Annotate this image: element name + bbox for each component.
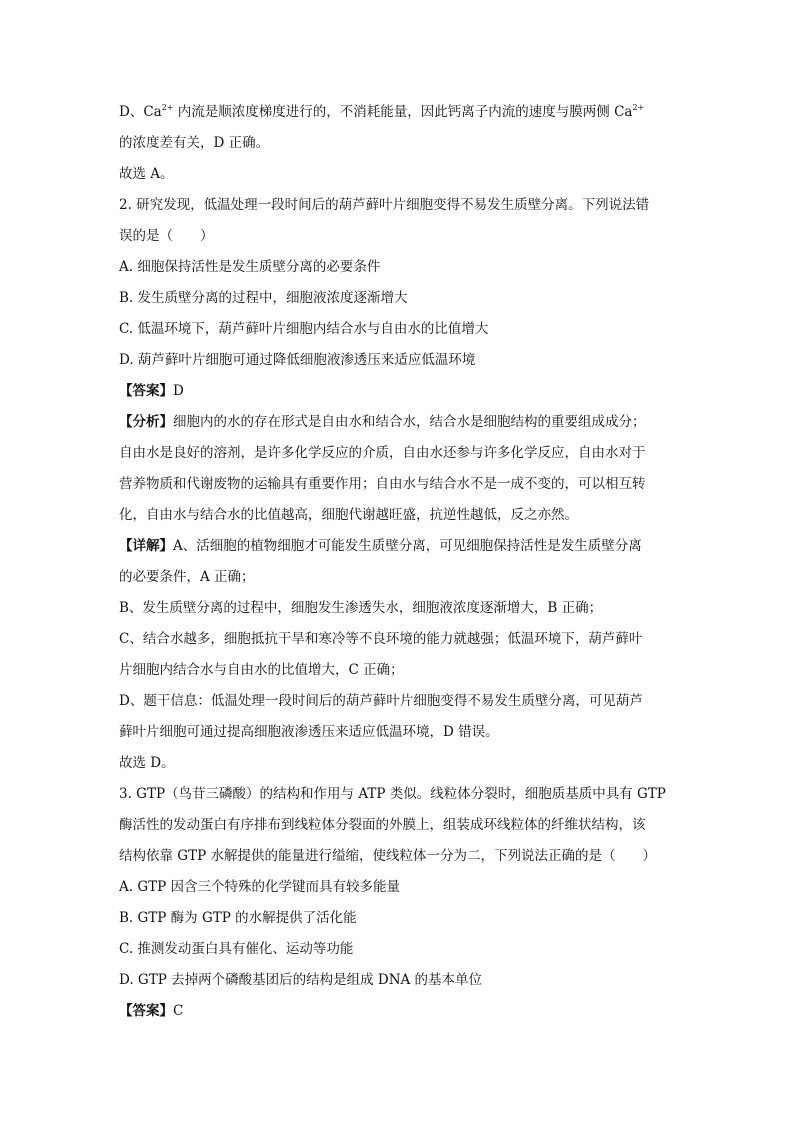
q2-select: 故选 D。 (119, 755, 175, 771)
answer-label: 【答案】 (119, 1003, 173, 1019)
q2-stem-line1: 2. 研究发现，低温处理一段时间后的葫芦藓叶片细胞变得不易发生质壁分离。下列说法错 (119, 197, 650, 213)
q3-option-d: D. GTP 去掉两个磷酸基团后的结构是组成 DNA 的基本单位 (119, 972, 483, 988)
q3-option-c: C. 推测发动蛋白具有催化、运动等功能 (119, 941, 354, 957)
q2-option-a: A. 细胞保持活性是发生质壁分离的必要条件 (119, 259, 381, 275)
q3-option-b: B. GTP 酶为 GTP 的水解提供了活化能 (119, 910, 357, 926)
q2-detail-line6: D、题干信息：低温处理一段时间后的葫芦藓叶片细胞变得不易发生质壁分离，可见葫芦 (119, 693, 643, 709)
text-span: A、活细胞的植物细胞才可能发生质壁分离，可见细胞保持活性是发生质壁分离 (173, 538, 642, 554)
q2-detail-line2: 的必要条件，A 正确； (119, 569, 255, 585)
text-span: D、Ca (119, 104, 162, 120)
q3-stem-line1: 3. GTP（鸟苷三磷酸）的结构和作用与 ATP 类似。线粒体分裂时，细胞质基质中具有 GTP (119, 786, 666, 802)
q2-answer (119, 381, 184, 401)
answer-label: 【答案】 (119, 383, 173, 399)
q3-stem-line2: 酶活性的发动蛋白有序排布到线粒体分裂面的外膜上，组装成环线粒体的纤维状结构，该 (119, 817, 646, 833)
prev-explanation-d (119, 102, 644, 122)
prev-select: 故选 A。 (119, 166, 174, 182)
q2-detail-line4: C、结合水越多，细胞抵抗干旱和寒冷等不良环境的能力就越强；低温环境下，葫芦藓叶 (119, 631, 643, 647)
text-span: 细胞内的水的存在形式是自由水和结合水，结合水是细胞结构的重要组成成分； (173, 414, 646, 430)
q2-detail-line3: B、发生质壁分离的过程中，细胞发生渗透失水，细胞液浓度逐渐增大，B 正确； (119, 600, 603, 616)
answer-value: C (173, 1003, 184, 1019)
q2-stem-line2: 误的是（ ） (119, 228, 214, 244)
q2-analysis-line4: 化，自由水与结合水的比值越高，细胞代谢越旺盛，抗逆性越低，反之亦然。 (119, 507, 578, 523)
q2-analysis-line1 (119, 412, 646, 432)
q2-analysis-line3: 营养物质和代谢废物的运输具有重要作用；自由水与结合水不是一成不变的，可以相互转 (119, 476, 646, 492)
text-span: 内流是顺浓度梯度进行的，不消耗能量，因此钙离子内流的速度与膜两侧 Ca (173, 104, 633, 120)
q3-option-a: A. GTP 因含三个特殊的化学键而具有较多能量 (119, 879, 400, 895)
q2-detail-line7: 藓叶片细胞可通过提高细胞液渗透压来适应低温环境，D 错误。 (119, 724, 499, 740)
q2-option-d: D. 葫芦藓叶片细胞可通过降低细胞液渗透压来适应低温环境 (119, 352, 476, 368)
q2-detail-line1 (119, 536, 642, 556)
superscript: 2+ (632, 103, 645, 112)
q2-option-b: B. 发生质壁分离的过程中，细胞液浓度逐渐增大 (119, 290, 408, 306)
q2-detail-line5: 片细胞内结合水与自由水的比值增大，C 正确； (119, 662, 404, 678)
answer-value: D (173, 383, 184, 399)
q3-stem-line3: 结构依靠 GTP 水解提供的能量进行缢缩，使线粒体一分为二，下列说法正确的是（ ） (119, 848, 656, 864)
prev-explanation-d-cont: 的浓度差有关，D 正确。 (119, 135, 270, 151)
q3-answer (119, 1001, 183, 1021)
detail-label: 【详解】 (119, 538, 173, 554)
q2-option-c: C. 低温环境下，葫芦藓叶片细胞内结合水与自由水的比值增大 (119, 321, 489, 337)
analysis-label: 【分析】 (119, 414, 173, 430)
superscript: 2+ (161, 103, 174, 112)
q2-analysis-line2: 自由水是良好的溶剂，是许多化学反应的介质，自由水还参与许多化学反应，自由水对于 (119, 445, 646, 461)
